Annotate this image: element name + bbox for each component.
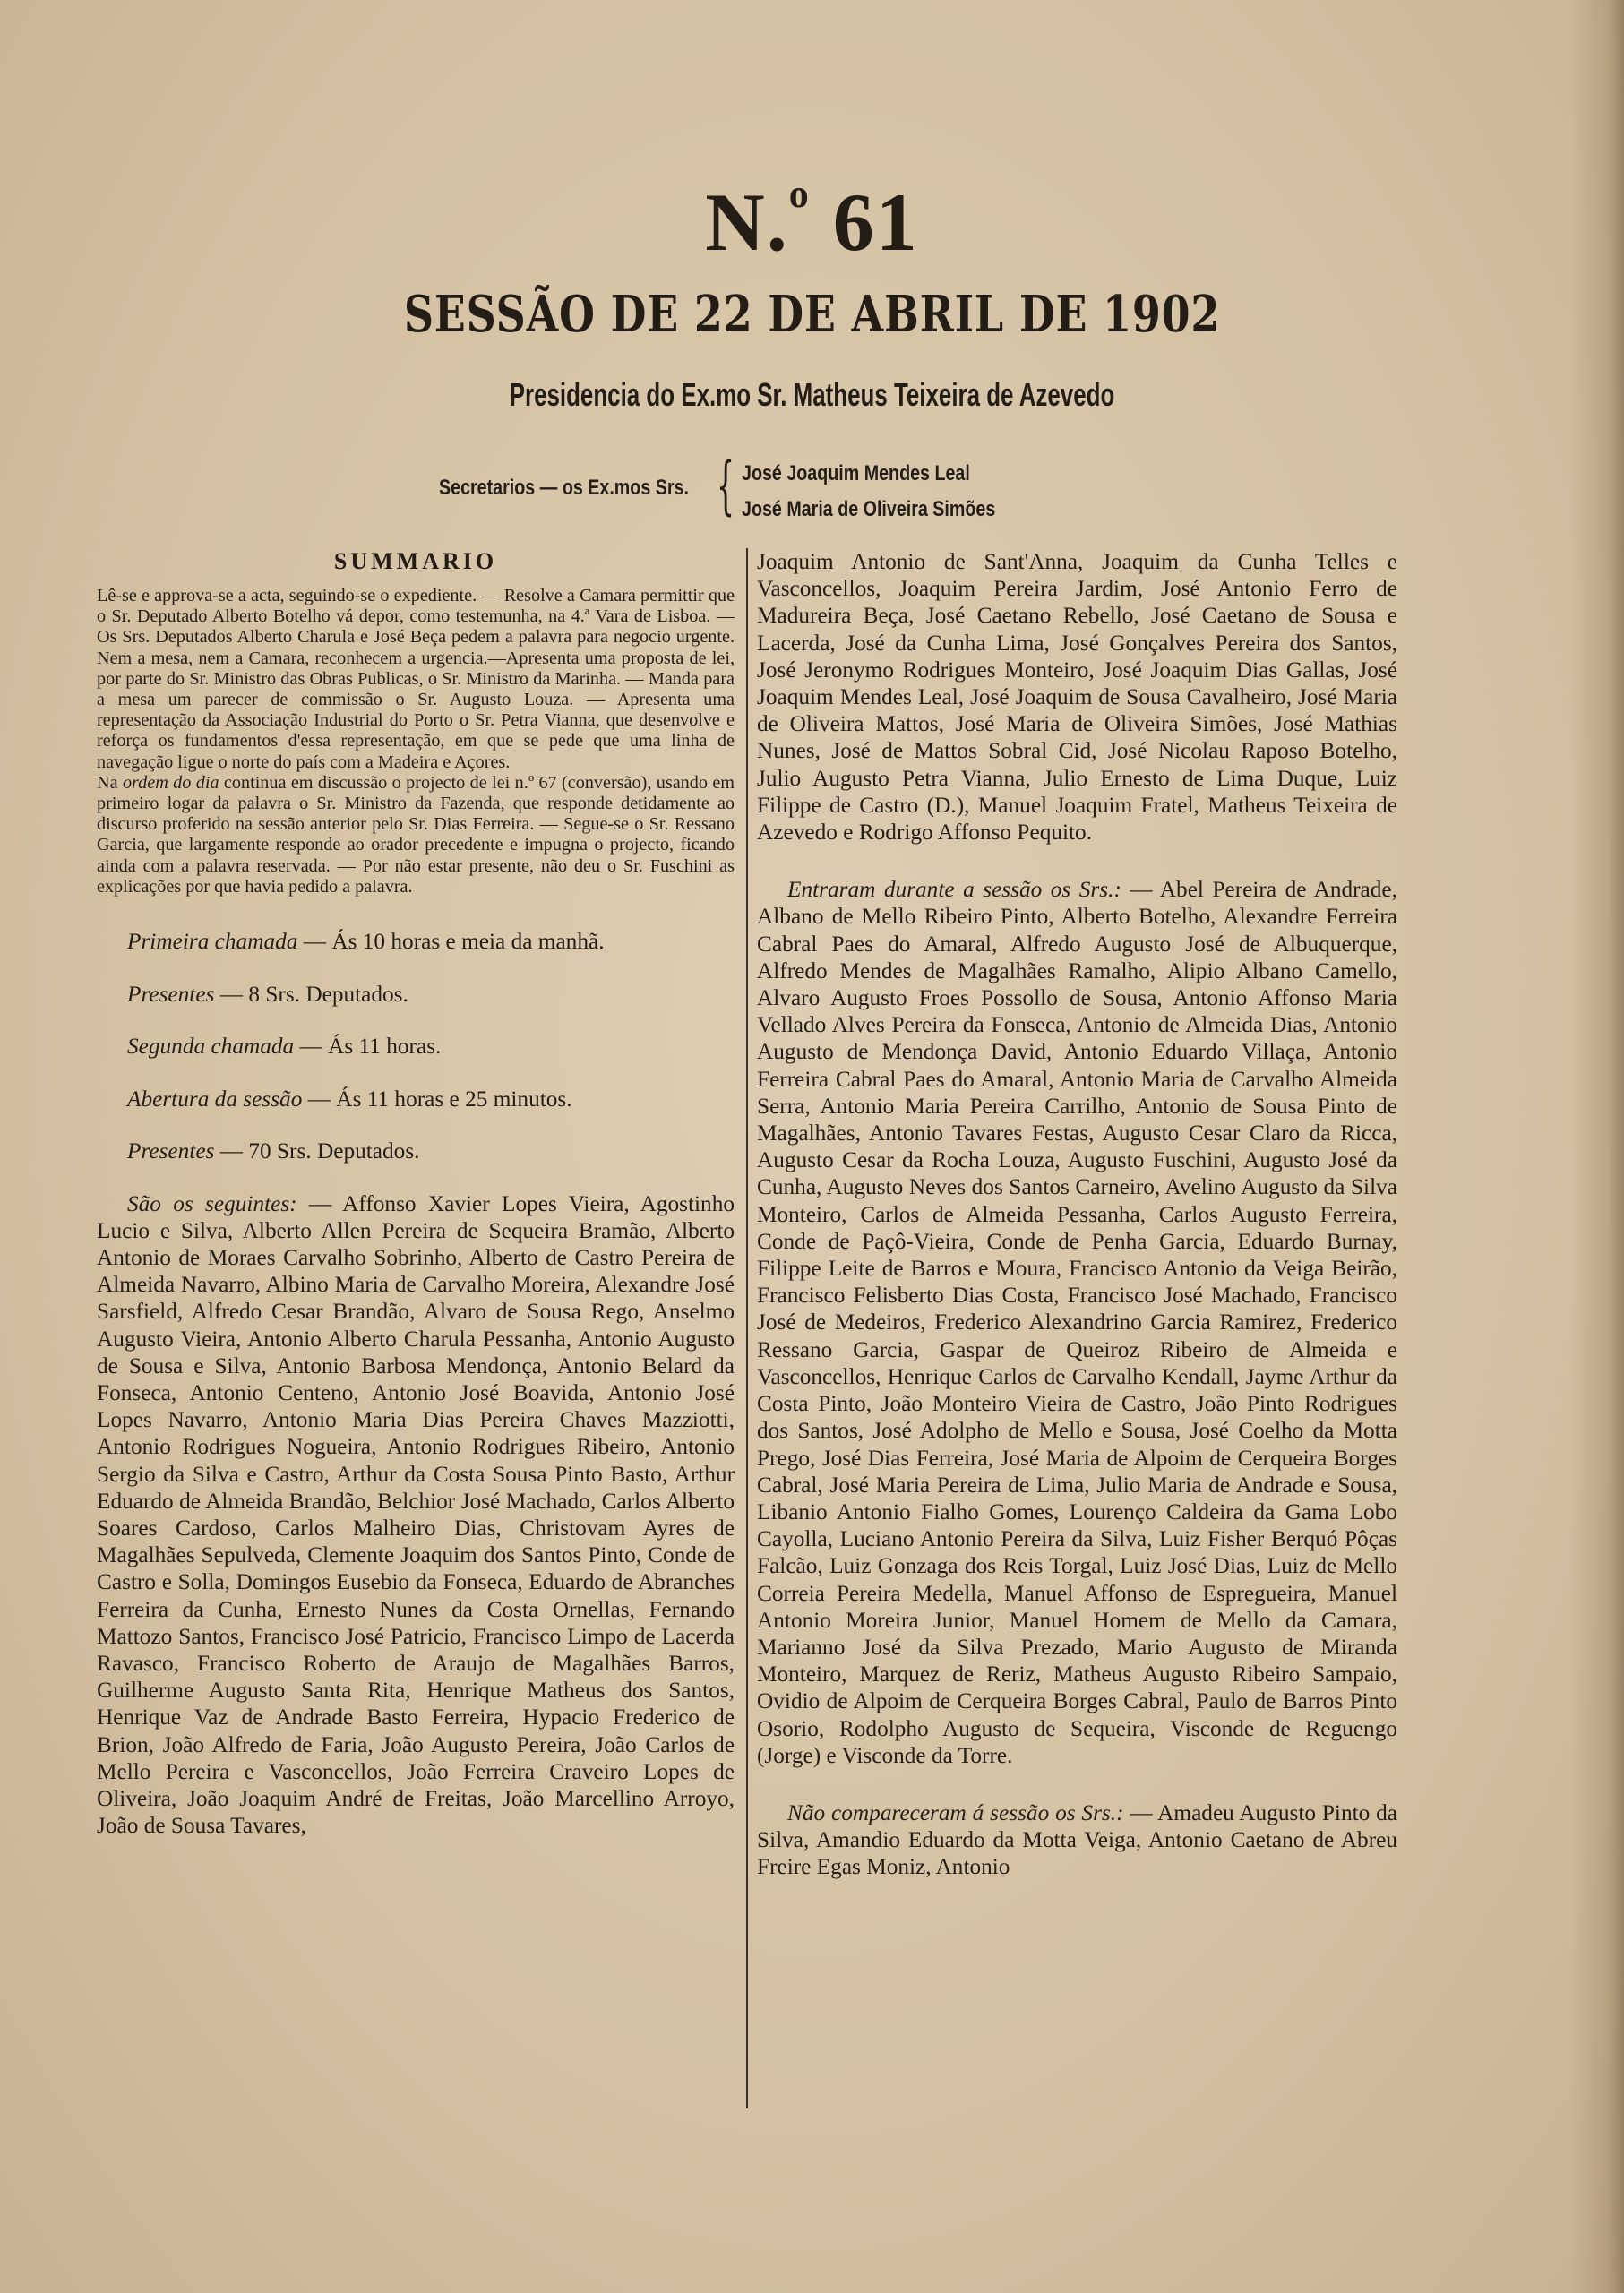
secretary-name: José Joaquim Mendes Leal xyxy=(742,461,970,485)
roll-call xyxy=(127,915,735,1178)
roll-call-line xyxy=(127,1125,735,1178)
roll-label: Presentes xyxy=(127,981,215,1007)
summario-text xyxy=(97,586,735,897)
roll-label: Segunda chamada xyxy=(127,1034,295,1060)
roll-value: — Ás 11 horas. xyxy=(294,1034,442,1060)
roll-value: — Ás 10 horas e meia da manhã. xyxy=(297,929,605,955)
present-list-continuation: Joaquim Antonio de Sant'Anna, Joaquim da Cunha Telles e Vasconcellos, Joaquim Pereira Jardim, José Antonio Ferro de Madureira Beça, José Caetano Rebello, José Caetano de Sousa e Lacerda, José da Cunha Lima, José Gonçalves Pereira dos Santos, José Jeronymo Rodrigues Monteiro, José Joaquim Dias Gallas, José Joaquim Mendes Leal, José Joaquim de Sousa Cavalheiro, José Maria de Oliveira Mattos, José Maria de Oliveira Simões, José Mathias Nunes, José de Mattos Sobral Cid, José Nicolau Raposo Botelho, Julio Augusto Petra Vianna, Julio Ernesto de Lima Duque, Luiz Filippe de Castro (D.), Manuel Joaquim Fratel, Matheus Teixeira de Azevedo e Rodrigo Affonso Pequito. xyxy=(757,549,1397,846)
roll-call-line xyxy=(127,1073,735,1126)
absent-text: — Amadeu Augusto Pinto da Silva, Amandio Eduardo da Motta Veiga, Antonio Caetano de Abreu Freire Egas Moniz, Antonio xyxy=(757,1799,1398,1880)
secretary-name: José Maria de Oliveira Simões xyxy=(742,497,996,521)
roll-call-line xyxy=(127,1020,735,1073)
summario-paragraph xyxy=(97,773,735,897)
brace-glyph: { xyxy=(717,449,735,522)
roll-value: — Ás 11 horas e 25 minutos. xyxy=(302,1086,572,1112)
summario-rest: continua em discussão o projecto de lei n.º 67 (conversão), usando em primeiro logar da palavra o Sr. Ministro da Fazenda, que responde detidamente ao discurso proferido na sessão anterior pelo Sr. Dias Ferreira. — Segue-se o Sr. Ressano Garcia, que largamente responde ao orador precedente e impugna o projecto, ficando ainda com a palavra reservada. — Por não estar presente, não deu o Sr. Fuschini as explicações por que havia pedido a palavra. xyxy=(97,772,735,897)
present-list-paragraph xyxy=(97,1190,735,1840)
roll-call-line xyxy=(127,968,735,1021)
issue-number-prefix: N. xyxy=(705,176,789,268)
roll-label: Primeira chamada xyxy=(127,929,298,955)
issue-number-ordinal: o xyxy=(788,172,811,216)
secretaries-names xyxy=(742,456,995,528)
issue-number-value: 61 xyxy=(832,176,919,268)
summario-paragraph: Lê-se e approva-se a acta, seguindo-se o expediente. — Resolve a Camara permittir que o Sr. Deputado Alberto Botelho vá depor, como testemunha, na 4.ª Vara de Lisboa. — Os Srs. Deputados Alberto Charula e José Beça pedem a palavra para negocio urgente. Nem a mesa, nem a Camara, reconhecem a urgencia.—Apresenta uma proposta de lei, por parte do Sr. Ministro das Obras Publicas, o Sr. Ministro da Marinha. — Manda para a mesa um parecer de commissão o Sr. Augusto Louza. — Apresenta uma representação da Associação Industrial do Porto o Sr. Petra Vianna, que desenvolve e reforça os fundamentos d'essa representação, em que se pede que uma linha de navegação ligue o norte do país com a Madeira e Açores. xyxy=(97,586,735,772)
right-column xyxy=(757,548,1397,1911)
presidency-line: Presidencia do Ex.mo Sr. Matheus Teixeira de Azevedo xyxy=(509,376,1115,413)
summario-lead: Na xyxy=(97,772,123,793)
entered-label: Entraram durante a sessão os Srs.: xyxy=(787,877,1121,903)
summario-title: SUMMARIO xyxy=(333,548,498,574)
page-edge-shadow xyxy=(1570,0,1624,2293)
summario-italic: ordem do dia xyxy=(122,772,219,793)
absent-label: Não compareceram á sessão os Srs.: xyxy=(787,1799,1124,1825)
issue-number xyxy=(0,172,1624,270)
secretaries-label: Secretarios — os Ex.mos Srs. xyxy=(439,476,689,500)
roll-value: — 8 Srs. Deputados. xyxy=(214,981,408,1007)
present-list-text: — Affonso Xavier Lopes Vieira, Agostinho Lucio e Silva, Alberto Allen Pereira de Sequeira Bramão, Alberto Antonio de Moraes Carvalho Sobrinho, Alberto de Castro Pereira de Almeida Navarro, Albino Maria de Carvalho Moreira, Alexandre José Sarsfield, Alfredo Cesar Brandão, Alvaro de Sousa Rego, Anselmo Augusto Vieira, Antonio Alberto Charula Pessanha, Antonio Augusto de Sousa e Silva, Antonio Barbosa Mendonça, Antonio Belard da Fonseca, Antonio Centeno, Antonio José Boavida, Antonio José Lopes Navarro, Antonio Maria Dias Pereira Chaves Mazziotti, Antonio Rodrigues Nogueira, Antonio Rodrigues Ribeiro, Antonio Sergio da Silva e Castro, Arthur da Costa Sousa Pinto Basto, Arthur Eduardo de Almeida Brandão, Belchior José Machado, Carlos Alberto Soares Cardoso, Carlos Malheiro Dias, Christovam Ayres de Magalhães Sepulveda, Clemente Joaquim dos Santos Pinto, Conde de Castro e Solla, Domingos Eusebio da Fonseca, Eduardo de Abranches Ferreira da Cunha, Ernesto Nunes da Costa Ornellas, Fernando Mattozo Santos, Francisco José Patricio, Francisco Limpo de Lacerda Ravasco, Francisco Roberto de Araujo de Magalhães Barros, Guilherme Augusto Santa Rita, Henrique Matheus dos Santos, Henrique Vaz de Andrade Basto Ferreira, Hypacio Frederico de Brion, João Alfredo de Faria, João Augusto Pereira, João Carlos de Mello Pereira e Vasconcellos, João Ferreira Craveiro Lopes de Oliveira, João Joaquim André de Freitas, João Marcellino Arroyo, João de Sousa Tavares, xyxy=(97,1190,735,1839)
entered-text: — Abel Pereira de Andrade, Albano de Mello Ribeiro Pinto, Alberto Botelho, Alexandre Ferreira Cabral Paes do Amaral, Alfredo Augusto José de Albuquerque, Alfredo Mendes de Magalhães Ramalho, Alipio Albano Camello, Alvaro Augusto Froes Possollo de Sousa, Antonio Affonso Maria Vellado Alves Pereira da Fonseca, Antonio de Almeida Dias, Antonio Augusto de Mendonça David, Antonio Eduardo Villaça, Antonio Ferreira Cabral Paes do Amaral, Antonio Maria de Carvalho Almeida Serra, Antonio Maria Pereira Carrilho, Antonio de Sousa Pinto de Magalhães, Antonio Tavares Festas, Augusto Cesar Claro da Ricca, Augusto Cesar da Rocha Louza, Augusto Fuschini, Augusto José da Cunha, Augusto Neves dos Santos Carneiro, Avelino Augusto da Silva Monteiro, Carlos de Almeida Pessanha, Carlos Augusto Ferreira, Conde de Paçô-Vieira, Conde de Penha Garcia, Eduardo Burnay, Filippe Leite de Barros e Moura, Francisco Antonio da Veiga Beirão, Francisco Felisberto Dias Costa, Francisco José Machado, Francisco José de Medeiros, Frederico Alexandrino Garcia Ramirez, Frederico Ressano Garcia, Gaspar de Queiroz Ribeiro de Almeida e Vasconcellos, Henrique Carlos de Carvalho Kendall, Jayme Arthur da Costa Pinto, João Monteiro Vieira de Castro, João Pinto Rodrigues dos Santos, José Adolpho de Mello e Sousa, José Coelho da Motta Prego, José Dias Ferreira, José Maria de Alpoim de Cerqueira Borges Cabral, José Maria Pereira de Lima, Julio Maria de Andrade e Sousa, Libanio Antonio Fialho Gomes, Lourenço Caldeira da Gama Lobo Cayolla, Luciano Antonio Pereira da Silva, Luiz Fisher Berquó Pôças Falcão, Luiz Gonzaga dos Reis Torgal, Luiz José Dias, Luiz de Mello Correia Pereira Medella, Manuel Affonso de Espregueira, Manuel Antonio Moreira Junior, Manuel Homem de Mello da Camara, Marianno José da Silva Prezado, Mario Augusto de Miranda Monteiro, Marquez de Reriz, Matheus Augusto Ribeiro Sampaio, Ovidio de Alpoim de Cerqueira Borges Cabral, Paulo de Barros Pinto Osorio, Rodolpho Augusto de Sequeira, Visconde de Reguengo (Jorge) e Visconde da Torre. xyxy=(757,877,1397,1768)
column-divider xyxy=(746,548,748,2108)
entered-during-session xyxy=(757,876,1397,1769)
roll-label: Abertura da sessão xyxy=(127,1086,303,1112)
left-column xyxy=(97,548,735,1839)
secretaries-block xyxy=(439,449,1066,526)
present-list-label: São os seguintes: xyxy=(127,1190,297,1216)
roll-label: Presentes xyxy=(127,1138,215,1164)
absent-deputies xyxy=(757,1799,1397,1881)
session-title: SESSÃO DE 22 DE ABRIL DE 1902 xyxy=(403,285,1221,344)
roll-value: — 70 Srs. Deputados. xyxy=(214,1138,420,1164)
present-deputies-list xyxy=(97,1190,735,1840)
roll-call-line xyxy=(127,915,735,968)
